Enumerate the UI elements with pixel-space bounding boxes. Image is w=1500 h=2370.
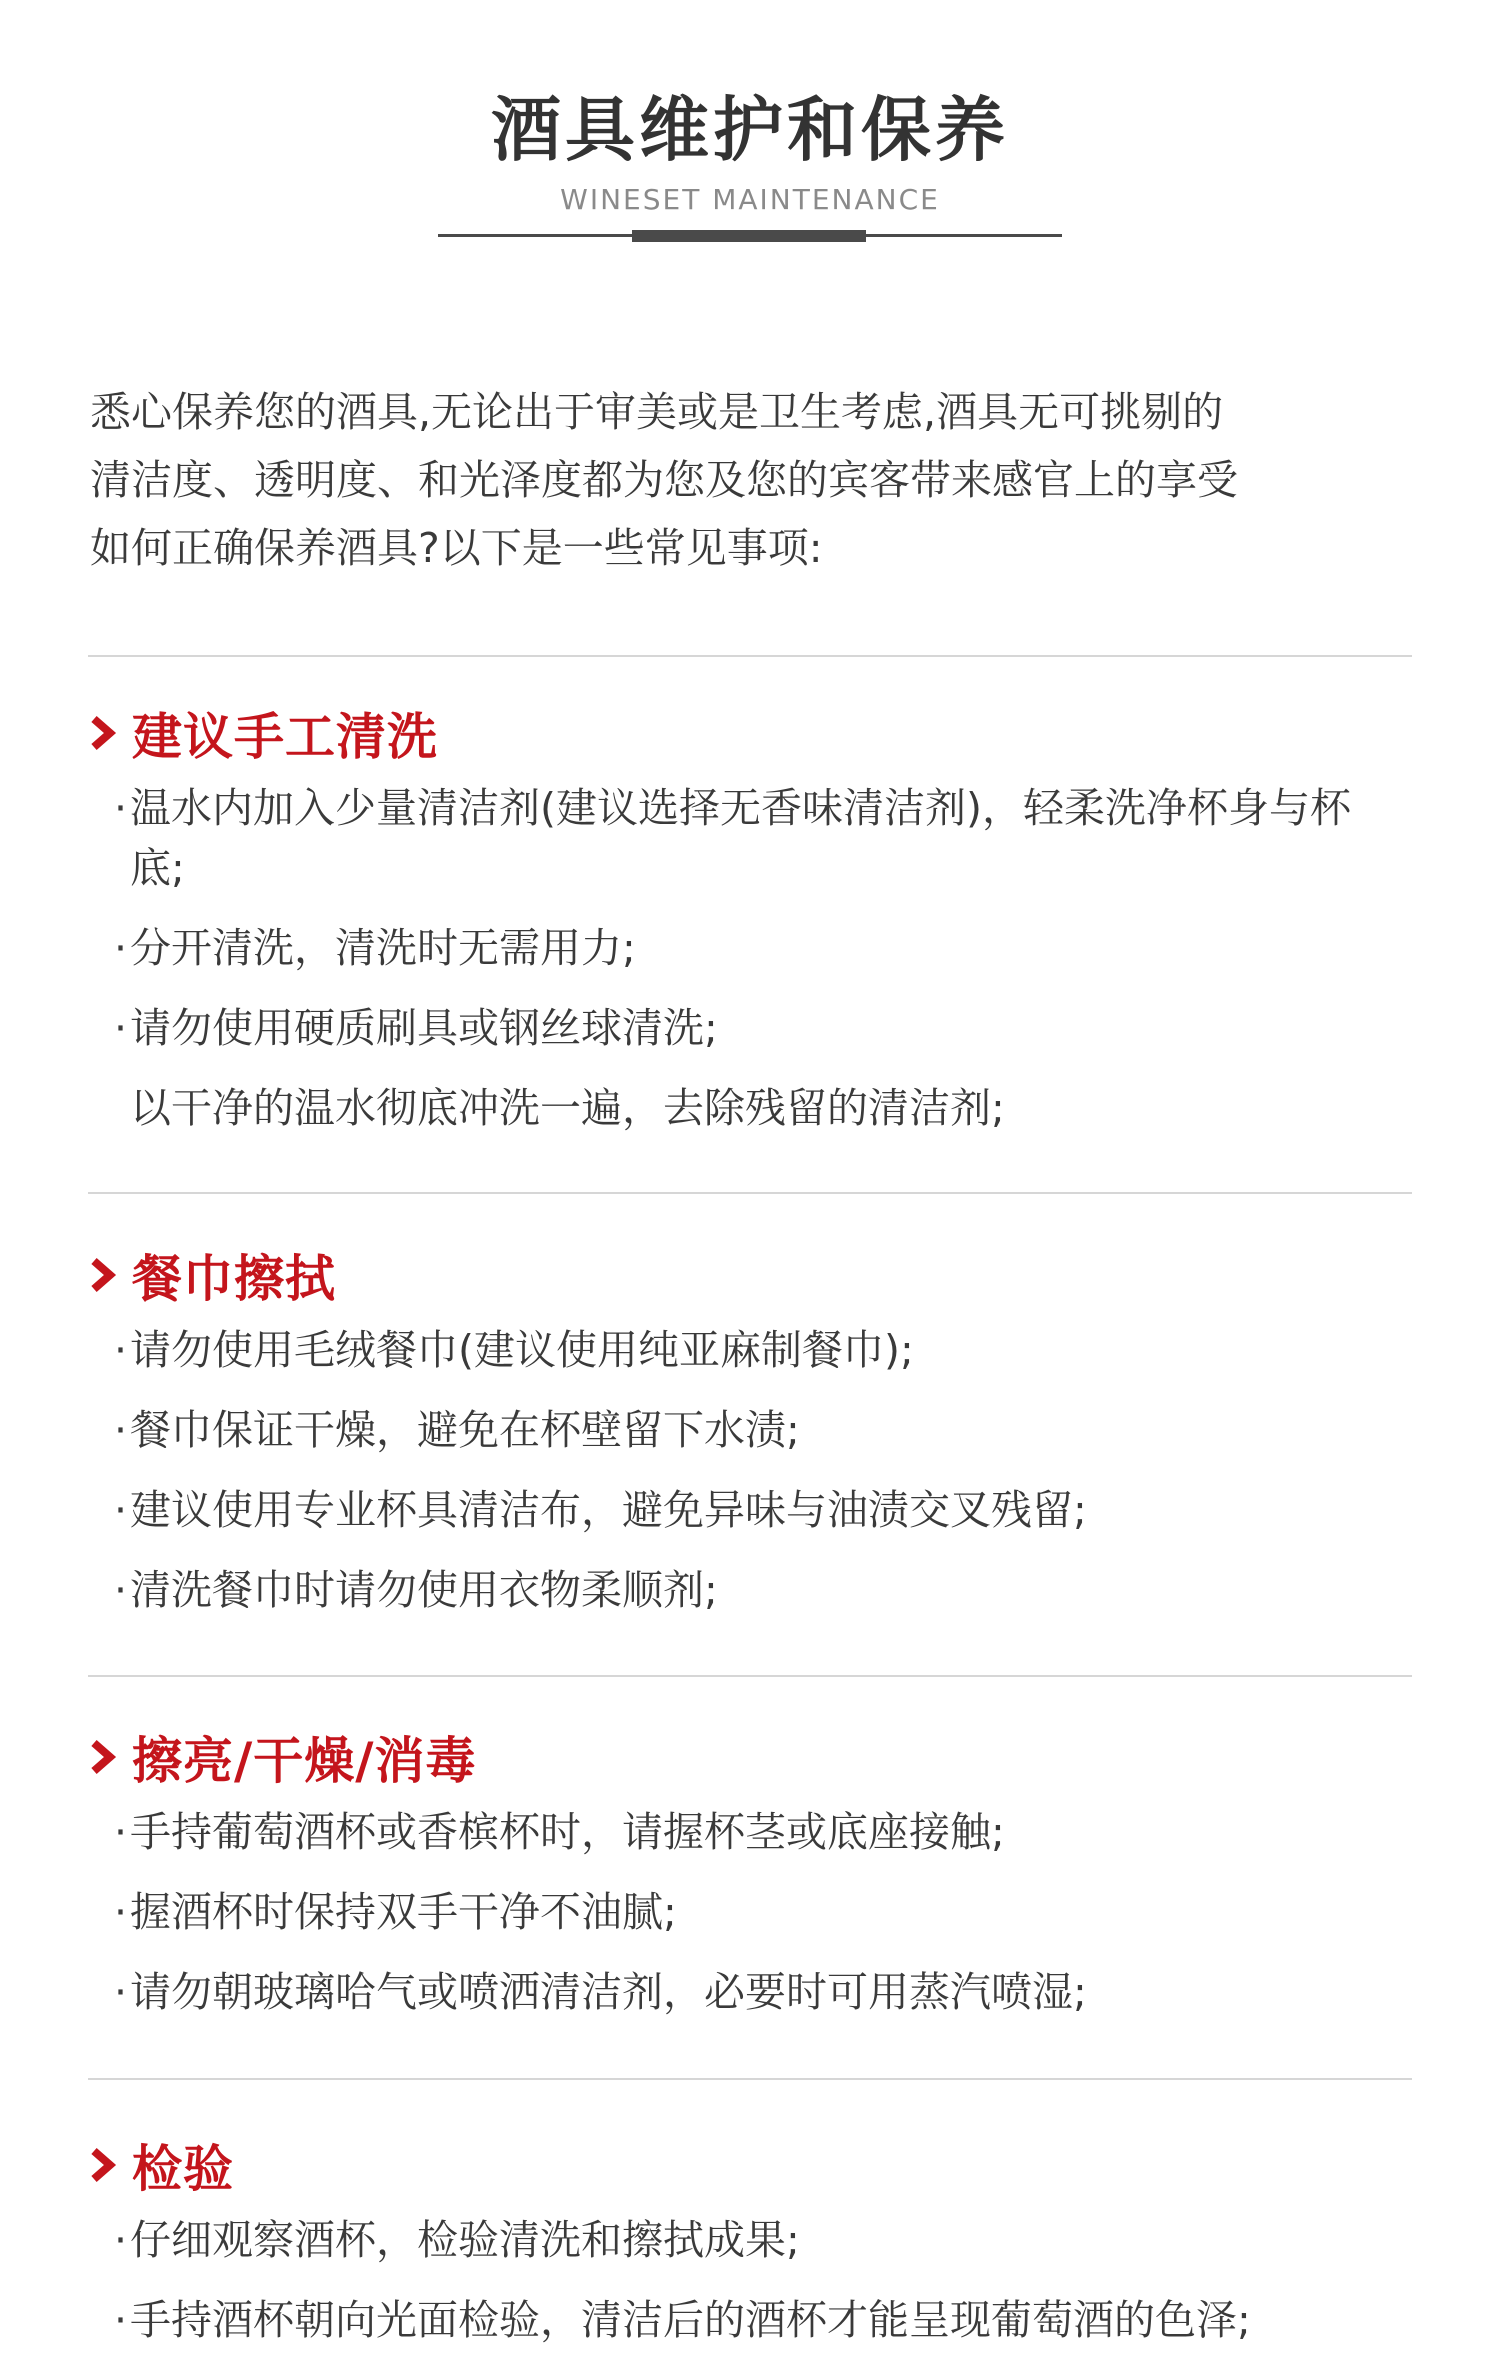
- list-item-text: 仔细观察酒杯，检验清洗和擦拭成果;: [130, 2216, 800, 2264]
- list-item: [88, 1400, 1418, 1460]
- bullet: ·: [114, 1968, 128, 2016]
- chevron-right-icon: [88, 713, 118, 753]
- intro-line: 如何正确保养酒具?以下是一些常见事项:: [90, 524, 823, 572]
- section-title: 建议手工清洗: [132, 708, 438, 766]
- page-subtitle: WINESET MAINTENANCE: [560, 183, 940, 216]
- section-list: [88, 778, 1418, 1138]
- list-item: [88, 998, 1418, 1058]
- bullet: ·: [114, 2296, 128, 2344]
- list-item-text: 请勿使用毛绒餐巾(建议使用纯亚麻制餐巾);: [130, 1326, 914, 1374]
- title-underline-accent: [632, 230, 866, 242]
- list-item-text: 餐巾保证干燥，避免在杯壁留下水渍;: [130, 1406, 800, 1454]
- list-item: [88, 1320, 1418, 1380]
- chevron-right-icon: [88, 1255, 118, 1295]
- list-item: [88, 918, 1418, 978]
- section-heading: [88, 1240, 1418, 1310]
- list-item: [88, 1962, 1418, 2022]
- title-block: [0, 80, 1500, 218]
- section-heading: [88, 1722, 1418, 1792]
- section-title: 擦亮/干燥/消毒: [132, 1732, 477, 1790]
- bullet: ·: [114, 924, 128, 972]
- section-hand-wash: [88, 698, 1418, 1158]
- section-divider: [88, 655, 1412, 657]
- bullet: ·: [114, 1486, 128, 1534]
- section-divider: [88, 2078, 1412, 2080]
- section-list: [88, 1320, 1418, 1620]
- section-divider: [88, 1192, 1412, 1194]
- list-item: [88, 1560, 1418, 1620]
- page-title: 酒具维护和保养: [491, 89, 1009, 171]
- bullet: ·: [114, 1326, 128, 1374]
- list-item-text: 手持葡萄酒杯或香槟杯时，请握杯茎或底座接触;: [130, 1808, 1005, 1856]
- section-list: [88, 2210, 1418, 2350]
- bullet: ·: [114, 1406, 128, 1454]
- section-title: 检验: [132, 2140, 234, 2198]
- chevron-right-icon: [88, 2145, 118, 2185]
- list-item: [88, 2210, 1418, 2270]
- list-item: [88, 1882, 1418, 1942]
- list-item-text: 清洗餐巾时请勿使用衣物柔顺剂;: [130, 1566, 718, 1614]
- list-item-text: 手持酒杯朝向光面检验，清洁后的酒杯才能呈现葡萄酒的色泽;: [130, 2296, 1251, 2344]
- intro-paragraph: [90, 378, 1410, 582]
- list-item-text: 分开清洗，清洗时无需用力;: [130, 924, 636, 972]
- section-divider: [88, 1675, 1412, 1677]
- list-item-text: 握酒杯时保持双手干净不油腻;: [130, 1888, 677, 1936]
- list-item-text: 建议使用专业杯具清洁布，避免异味与油渍交叉残留;: [130, 1486, 1087, 1534]
- section-polish-dry-sanitize: [88, 1722, 1418, 2042]
- bullet: ·: [114, 1004, 128, 1052]
- section-inspection: [88, 2130, 1418, 2370]
- list-item-text: 温水内加入少量清洁剂(建议选择无香味清洁剂)，轻柔洗净杯身与杯底;: [130, 784, 1351, 892]
- list-item: [88, 1802, 1418, 1862]
- section-title: 餐巾擦拭: [132, 1250, 336, 1308]
- intro-line: 悉心保养您的酒具,无论出于审美或是卫生考虑,酒具无可挑剔的: [90, 388, 1224, 436]
- intro-line: 清洁度、透明度、和光泽度都为您及您的宾客带来感官上的享受: [90, 456, 1238, 504]
- list-item: [88, 1078, 1418, 1138]
- bullet: ·: [114, 784, 128, 832]
- section-napkin-wipe: [88, 1240, 1418, 1640]
- chevron-right-icon: [88, 1737, 118, 1777]
- list-item: [88, 778, 1418, 898]
- section-list: [88, 1802, 1418, 2022]
- bullet: ·: [114, 1566, 128, 1614]
- list-item-text: 以干净的温水彻底冲洗一遍，去除残留的清洁剂;: [130, 1084, 1005, 1132]
- bullet: ·: [114, 1888, 128, 1936]
- bullet: ·: [114, 2216, 128, 2264]
- section-heading: [88, 2130, 1418, 2200]
- list-item: [88, 2290, 1418, 2350]
- bullet: ·: [114, 1808, 128, 1856]
- section-heading: [88, 698, 1418, 768]
- list-item: [88, 1480, 1418, 1540]
- list-item-text: 请勿使用硬质刷具或钢丝球清洗;: [130, 1004, 718, 1052]
- list-item-text: 请勿朝玻璃哈气或喷洒清洁剂，必要时可用蒸汽喷湿;: [130, 1968, 1087, 2016]
